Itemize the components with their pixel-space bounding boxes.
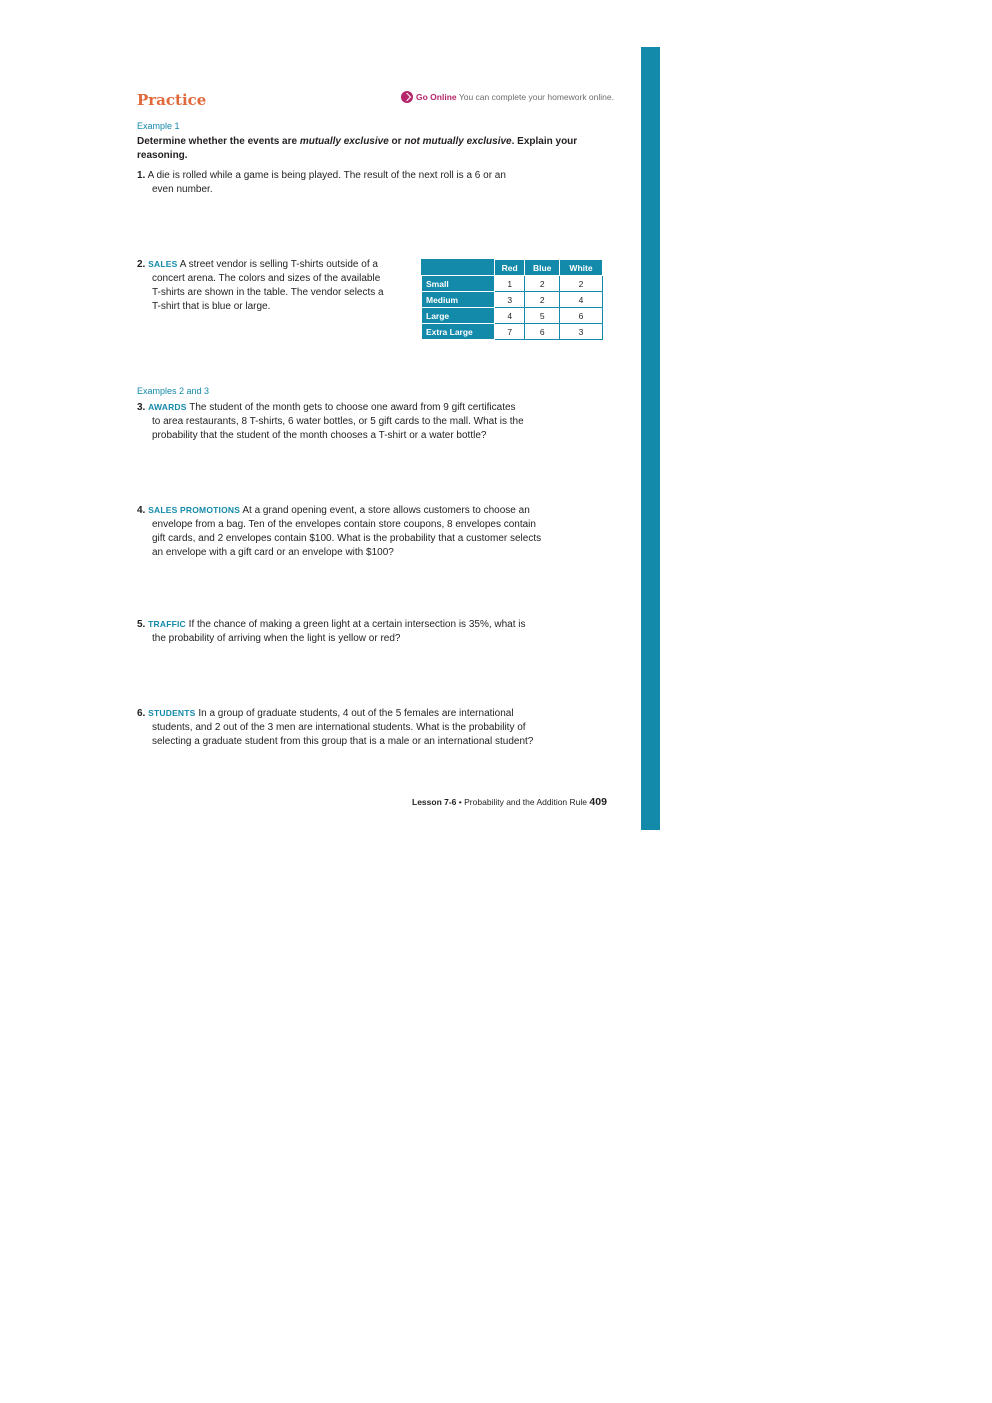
example-label: Example 1 <box>137 121 180 131</box>
side-color-bar <box>641 47 660 830</box>
question-6: 6. STUDENTS In a group of graduate students, 4 out of the 5 females are international students, and 2 out of the 3 men are international students. What is the probability of selecting a graduate student from this group that is a male or an international student? <box>137 708 534 747</box>
lesson-number: Lesson 7-6 <box>412 797 457 807</box>
col-header: Red <box>495 260 525 276</box>
tshirt-table <box>421 259 603 340</box>
go-online-link[interactable]: Go Online <box>416 92 457 102</box>
table-row: Extra Large 7 6 3 <box>422 324 603 340</box>
page-footer <box>412 796 607 808</box>
table-header-row <box>422 260 603 276</box>
question-4: 4. SALES PROMOTIONS At a grand opening event, a store allows customers to choose an envelope from a bag. Ten of the envelopes contain store coupons, 8 envelopes contain gift cards, and 2 envelopes contain $100. What is the probability that a customer selects an envelope with a gift card or an envelope with $100? <box>137 505 542 558</box>
directions: Determine whether the events are mutually exclusive or not mutually exclusive. Explain your reasoning. <box>137 136 578 161</box>
question-1: 1. A die is rolled while a game is being played. The result of the next roll is a 6 or an even number. <box>137 170 506 195</box>
col-header: Blue <box>525 260 560 276</box>
lesson-title: Probability and the Addition Rule <box>464 797 588 807</box>
go-online-text: You can complete your homework online. <box>458 92 614 102</box>
question-2: 2. SALES A street vendor is selling T-shirts outside of a concert arena. The colors and sizes of the available T-shirts are shown in the table. The vendor selects a T-shirt that is blue or large. <box>137 259 384 312</box>
go-online-icon <box>401 91 413 103</box>
page-title: Practice <box>137 91 207 109</box>
examples-label: Examples 2 and 3 <box>137 386 210 396</box>
go-online-note[interactable] <box>401 91 614 103</box>
question-3: 3. AWARDS The student of the month gets to choose one award from 9 gift certificates to area restaurants, 8 T-shirts, 6 water bottles, or 5 gift cards to the mall. What is the probability that the student of the month chooses a T-shirt or a water bottle? <box>137 402 524 441</box>
table-row: Large 4 5 6 <box>422 308 603 324</box>
table-row: Small 1 2 2 <box>422 276 603 292</box>
footer-separator: • <box>458 797 462 807</box>
question-5: 5. TRAFFIC If the chance of making a green light at a certain intersection is 35%, what is the probability of arriving when the light is yellow or red? <box>137 619 526 644</box>
col-header: White <box>559 260 602 276</box>
page-number: 409 <box>589 796 607 808</box>
table-row: Medium 3 2 4 <box>422 292 603 308</box>
